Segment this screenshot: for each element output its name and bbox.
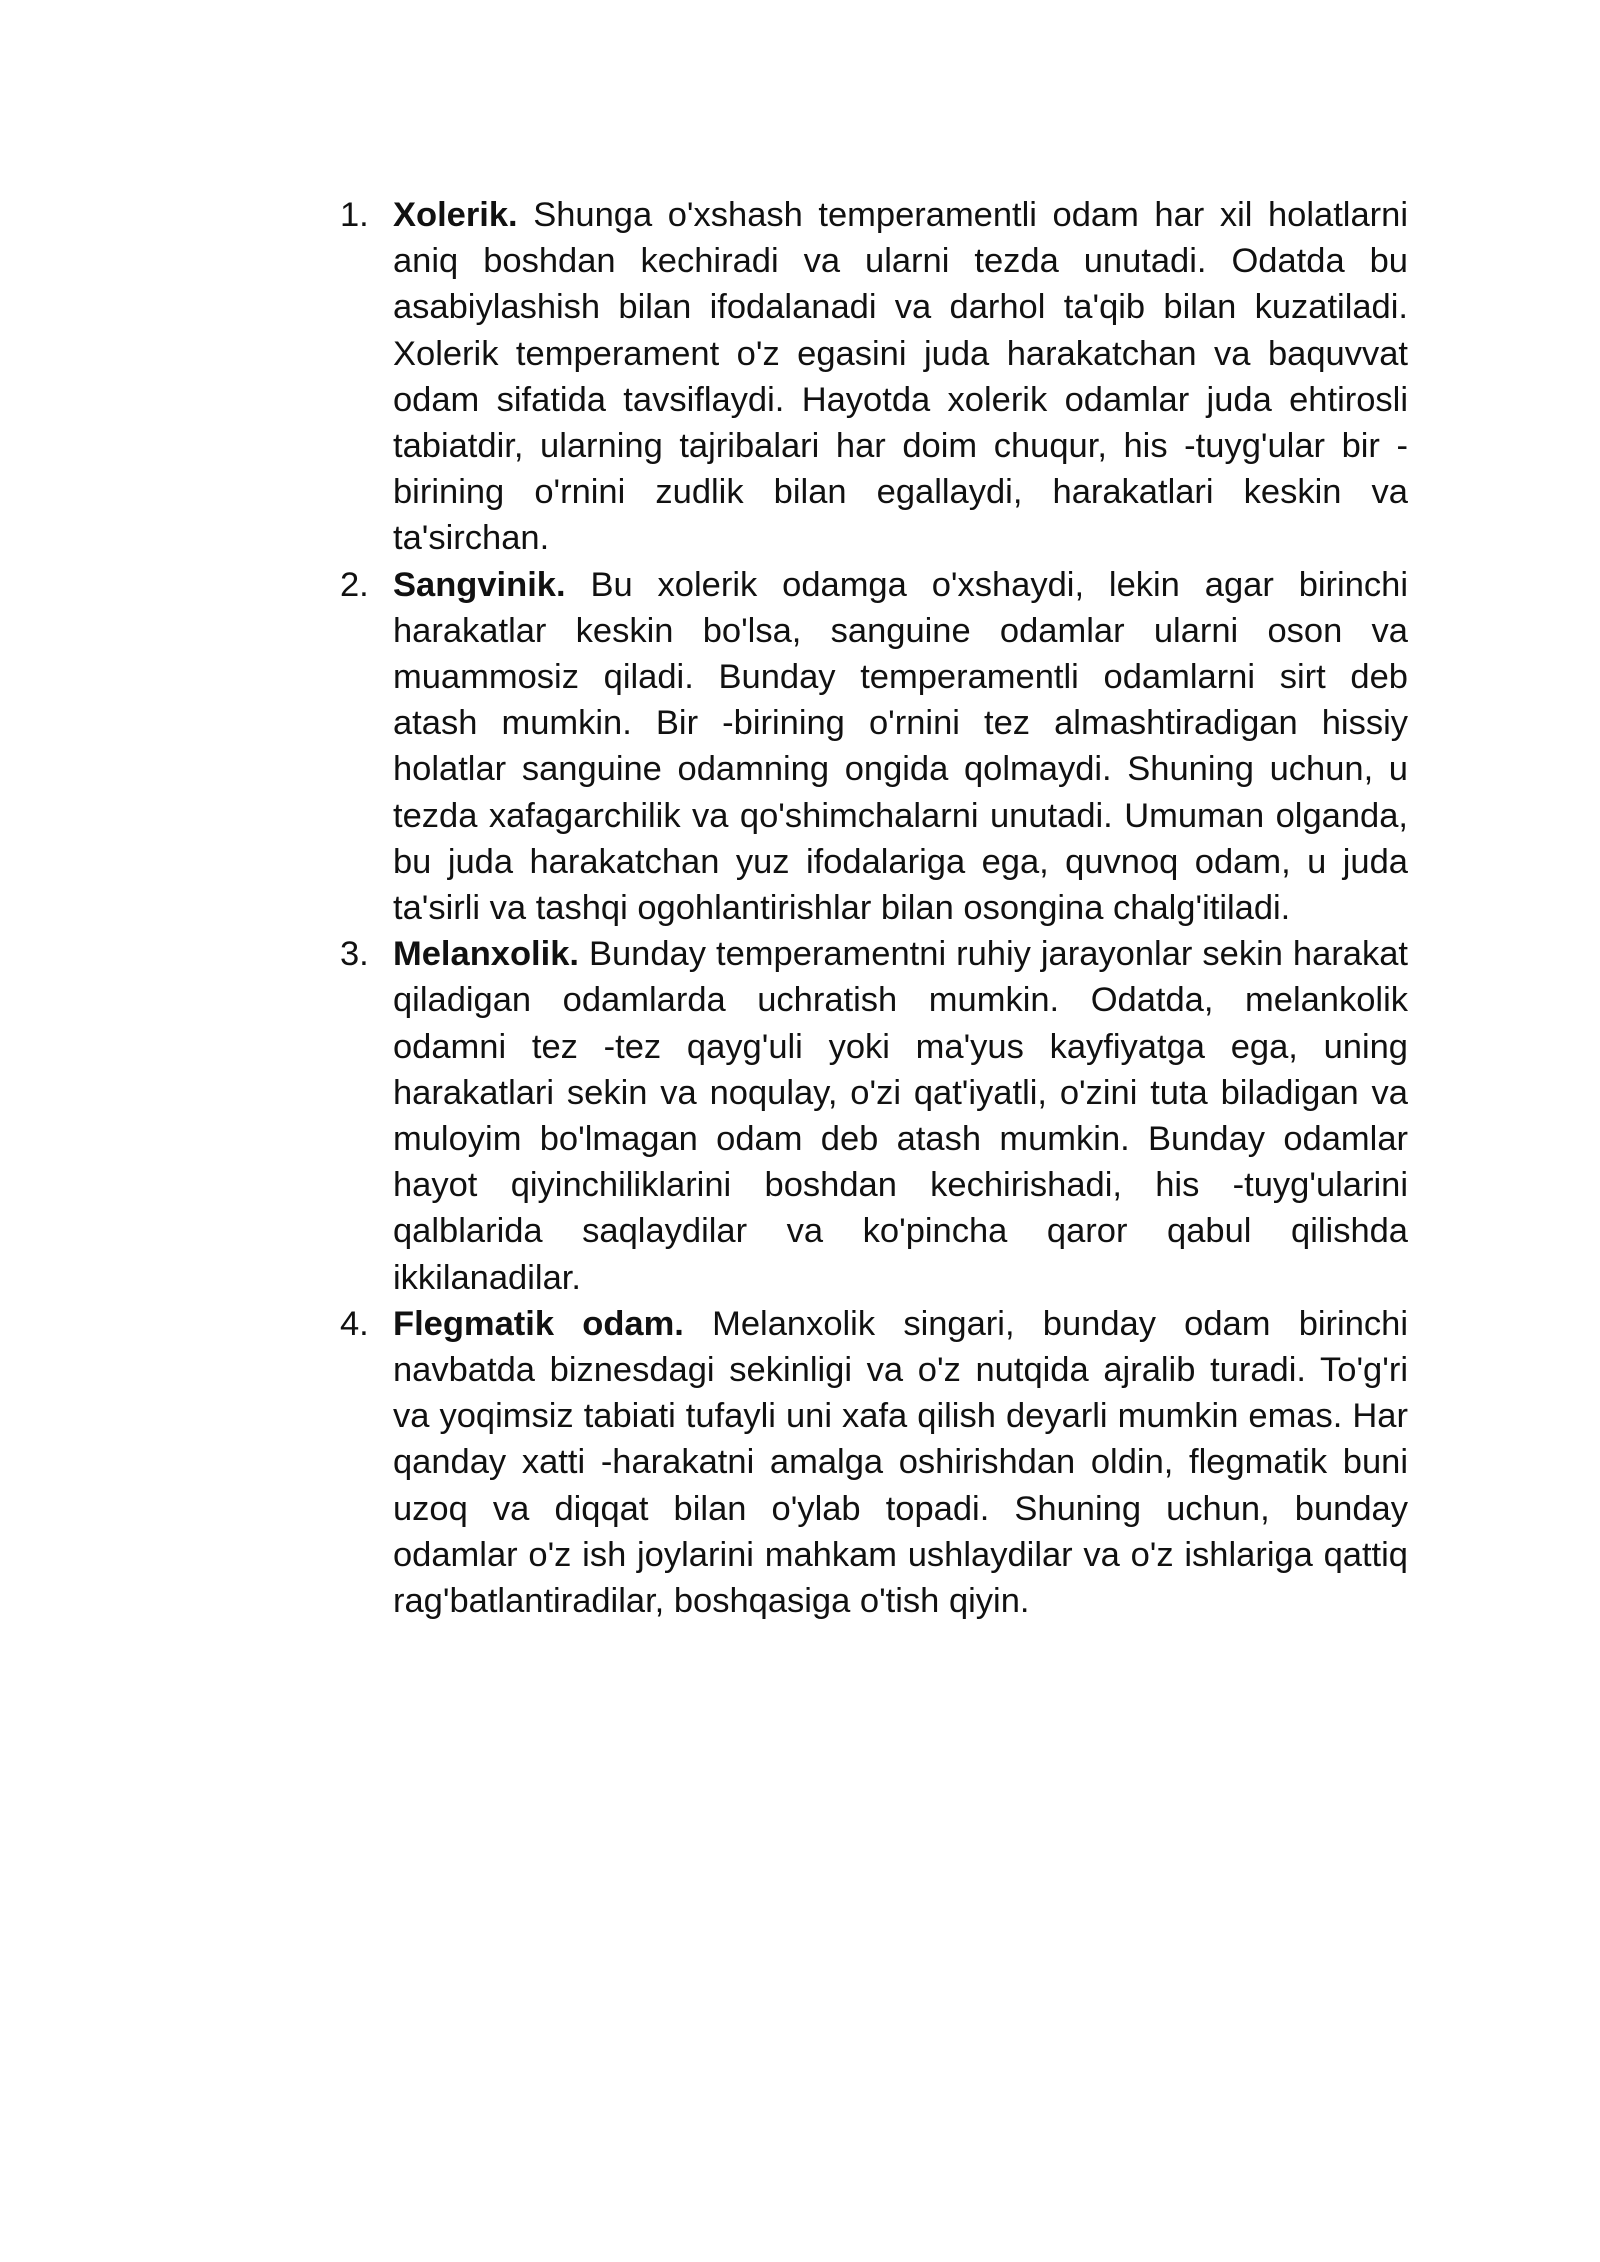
list-item-number: 2. [340, 565, 369, 604]
list-item-term: Melanxolik. [393, 935, 589, 974]
list-item-number: 3. [340, 935, 369, 974]
list-item-term: Sangvinik. [393, 565, 591, 604]
list-item-term: Flegmatik odam. [393, 1304, 713, 1343]
list-item-term: Xolerik. [393, 196, 534, 234]
list-item-text: Bunday temperamentni ruhiy jarayonlar sekin harakat qiladigan odamlarda uchratish mumkin. Odatda, melankolik odamni tez -tez qayg'uli yoki ma'yus kayfiyatga ega, uning harakatlari sekin va noqulay, o'zi qat'iyatli, o'zini tuta biladigan va muloyim bo'lmagan odam deb atash mumkin. Bunday odamlar hayot qiyinchiliklarini boshdan kechirishadi, his -tuyg'ularini qalblarida saqlaydilar va ko'pincha qaror qabul qilishda ikkilanadilar. [393, 935, 1409, 1297]
list-item-number: 1. [340, 196, 369, 234]
list-item-text: Bu xolerik odamga o'xshaydi, lekin agar birinchi harakatlar keskin bo'lsa, sanguine odamlar ularni oson va muammosiz qiladi. Bunday temperamentli odamlarni sirt deb atash mumkin. Bir -birining o'rnini tez almashtiradigan hissiy holatlar sanguine odamning ongida qolmaydi. Shuning uchun, u tezda xafagarchilik va qo'shimchalarni unutadi. Umuman olganda, bu juda harakatchan yuz ifodalariga ega, quvnoq odam, u juda ta'sirli va tashqi ogohlantirishlar bilan osongina chalg'itiladi. [393, 565, 1409, 928]
list-item-flegmatik [340, 1301, 1408, 1624]
list-item-text: Melanxolik singari, bunday odam birinchi navbatda biznesdagi sekinligi va o'z nutqida ajralib turadi. To'g'ri va yoqimsiz tabiati tufayli uni xafa qilish deyarli mumkin emas. Har qanday xatti -harakatni amalga oshirishdan oldin, flegmatik buni uzoq va diqqat bilan o'ylab topadi. Shuning uchun, bunday odamlar o'z ish joylarini mahkam ushlaydilar va o'z ishlariga qattiq rag'batlantiradilar, boshqasiga o'tish qiyin. [393, 1304, 1409, 1621]
list-item-melanxolik [340, 931, 1408, 1301]
list-item-text: Shunga o'xshash temperamentli odam har xil holatlarni aniq boshdan kechiradi va ularni tezda unutadi. Odatda bu asabiylashish bilan ifodalanadi va darhol ta'qib bilan kuzatiladi. Xolerik temperament o'z egasini juda harakatchan va baquvvat odam sifatida tavsiflaydi. Hayotda xolerik odamlar juda ehtirosli tabiatdir, ularning tajribalari har doim chuqur, his -tuyg'ular bir -birining o'rnini zudlik bilan egallaydi, harakatlari keskin va ta'sirchan. [393, 196, 1408, 558]
temperament-list [340, 192, 1408, 1624]
list-item-sangvinik [340, 562, 1408, 932]
list-item-number: 4. [340, 1304, 369, 1343]
list-item-xolerik [340, 192, 1408, 562]
